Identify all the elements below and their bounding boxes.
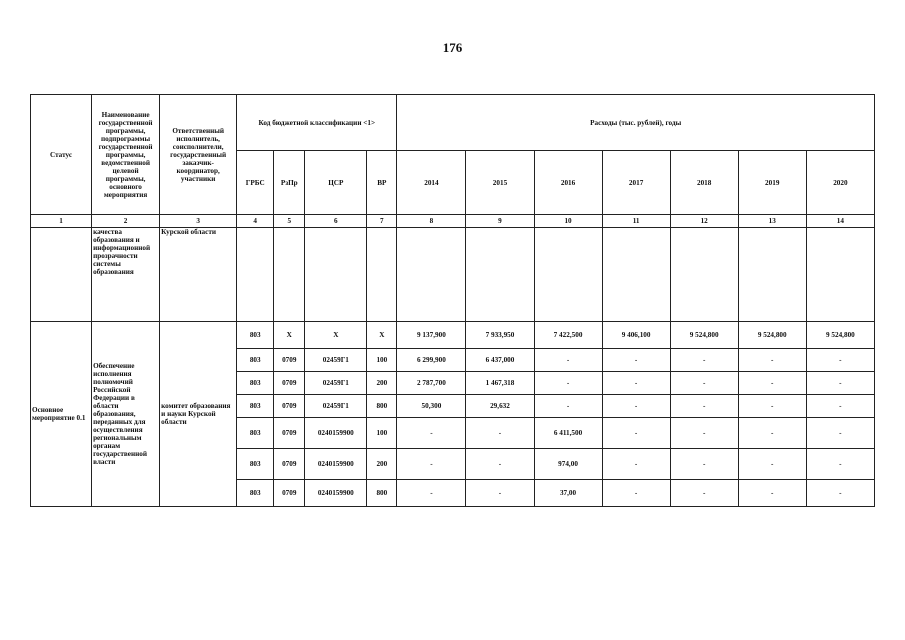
cell-vr: 100 [367,418,397,449]
cell-vr: X [367,322,397,349]
cell-grbs: 803 [237,322,274,349]
header-year: 2017 [602,151,670,215]
cell-value: - [534,372,602,395]
cell-rzpr: 0709 [274,480,305,507]
header-budget-code: Код бюджетной классификации <1> [237,95,397,151]
header-grbs: ГРБС [237,151,274,215]
column-number: 8 [397,215,466,228]
cell-csr: 0240159900 [305,418,367,449]
column-number: 13 [738,215,806,228]
cell-grbs: 803 [237,449,274,480]
cell-vr: 800 [367,395,397,418]
empty-cell [602,228,670,322]
cell-csr: 02459Г1 [305,372,367,395]
cell-value: - [670,372,738,395]
empty-cell [274,228,305,322]
cell-value: - [466,418,534,449]
cell-value: 6 299,900 [397,349,466,372]
column-number: 3 [160,215,237,228]
column-number: 1 [31,215,92,228]
cell-value: - [602,349,670,372]
cell-value: 9 406,100 [602,322,670,349]
cell-grbs: 803 [237,418,274,449]
cell-value: - [602,372,670,395]
continuation-row [31,228,875,322]
cell-value: - [806,449,874,480]
column-number: 2 [92,215,160,228]
header-year: 2014 [397,151,466,215]
cell-vr: 100 [367,349,397,372]
cell-value: 9 524,800 [670,322,738,349]
table-row [31,322,875,349]
cell-value: 9 524,800 [806,322,874,349]
cell-value: 9 137,900 [397,322,466,349]
cell-value: - [602,395,670,418]
empty-cell [397,228,466,322]
cell-value: - [738,372,806,395]
continuation-responsible: Курской области [160,228,237,322]
header-responsible: Ответственный исполнитель, соисполнители, государственный заказчик-координатор, участники [160,95,237,215]
column-number: 7 [367,215,397,228]
cell-value: 6 411,500 [534,418,602,449]
cell-grbs: 803 [237,349,274,372]
cell-csr: 0240159900 [305,449,367,480]
cell-value: - [466,449,534,480]
empty-cell [738,228,806,322]
cell-value: 2 787,700 [397,372,466,395]
column-number: 4 [237,215,274,228]
cell-value: 50,300 [397,395,466,418]
cell-value: - [397,449,466,480]
cell-vr: 200 [367,372,397,395]
header-rzpr: РзПр [274,151,305,215]
cell-value: - [602,480,670,507]
column-number: 5 [274,215,305,228]
cell-value: - [738,349,806,372]
cell-grbs: 803 [237,395,274,418]
cell-value: 7 422,500 [534,322,602,349]
empty-cell [367,228,397,322]
header-csr: ЦСР [305,151,367,215]
cell-value: 37,00 [534,480,602,507]
cell-csr: 02459Г1 [305,395,367,418]
cell-value: - [602,449,670,480]
cell-value: - [738,395,806,418]
cell-value: - [738,449,806,480]
header-year: 2020 [806,151,874,215]
header-year: 2019 [738,151,806,215]
measure-name: Обеспечение исполнения полномочий Российской Федерации в области образования, переданных для осуществления региональным органам государственной власти [92,322,160,507]
cell-value: - [670,418,738,449]
cell-value: - [670,449,738,480]
cell-value: - [602,418,670,449]
header-year: 2018 [670,151,738,215]
cell-vr: 200 [367,449,397,480]
cell-value: - [466,480,534,507]
cell-value: - [670,480,738,507]
cell-value: - [397,480,466,507]
cell-rzpr: X [274,322,305,349]
cell-value: 1 467,318 [466,372,534,395]
cell-value: - [670,349,738,372]
cell-value: - [806,480,874,507]
cell-value: - [806,372,874,395]
cell-value: 29,632 [466,395,534,418]
cell-vr: 800 [367,480,397,507]
empty-cell [305,228,367,322]
header-year: 2016 [534,151,602,215]
cell-rzpr: 0709 [274,449,305,480]
column-number: 14 [806,215,874,228]
cell-value: - [738,480,806,507]
header-year: 2015 [466,151,534,215]
cell-value: - [806,395,874,418]
page-number: 176 [442,40,463,55]
empty-cell [466,228,534,322]
cell-value: 974,00 [534,449,602,480]
cell-value: - [806,349,874,372]
cell-rzpr: 0709 [274,372,305,395]
column-number: 10 [534,215,602,228]
cell-rzpr: 0709 [274,418,305,449]
measure-responsible: комитет образования и науки Курской области [160,322,237,507]
header-status: Статус [31,95,92,215]
column-number: 11 [602,215,670,228]
measure-status: Основное мероприятие 0.1 [31,322,92,507]
cell-rzpr: 0709 [274,349,305,372]
cell-rzpr: 0709 [274,395,305,418]
empty-cell [534,228,602,322]
cell-grbs: 803 [237,480,274,507]
cell-value: 9 524,800 [738,322,806,349]
cell-value: - [806,418,874,449]
cell-csr: X [305,322,367,349]
header-program-name: Наименование государственной программы, подпрограммы государственной программы, ведомственной целевой программы, основного мероприятия [92,95,160,215]
empty-cell [806,228,874,322]
cell-value: 6 437,000 [466,349,534,372]
empty-cell [670,228,738,322]
cell-value: - [534,395,602,418]
budget-table [30,94,875,507]
column-number: 12 [670,215,738,228]
cell-value: 7 933,950 [466,322,534,349]
empty-cell [237,228,274,322]
cell-grbs: 803 [237,372,274,395]
cell-csr: 02459Г1 [305,349,367,372]
cell-value: - [397,418,466,449]
column-number: 9 [466,215,534,228]
cell-value: - [534,349,602,372]
continuation-name: качества образования и информационной прозрачности системы образования [92,228,160,322]
header-vr: ВР [367,151,397,215]
cell-value: - [670,395,738,418]
header-expenses: Расходы (тыс. рублей), годы [397,95,875,151]
continuation-status [31,228,92,322]
cell-value: - [738,418,806,449]
column-number-row [31,215,875,228]
cell-csr: 0240159900 [305,480,367,507]
column-number: 6 [305,215,367,228]
